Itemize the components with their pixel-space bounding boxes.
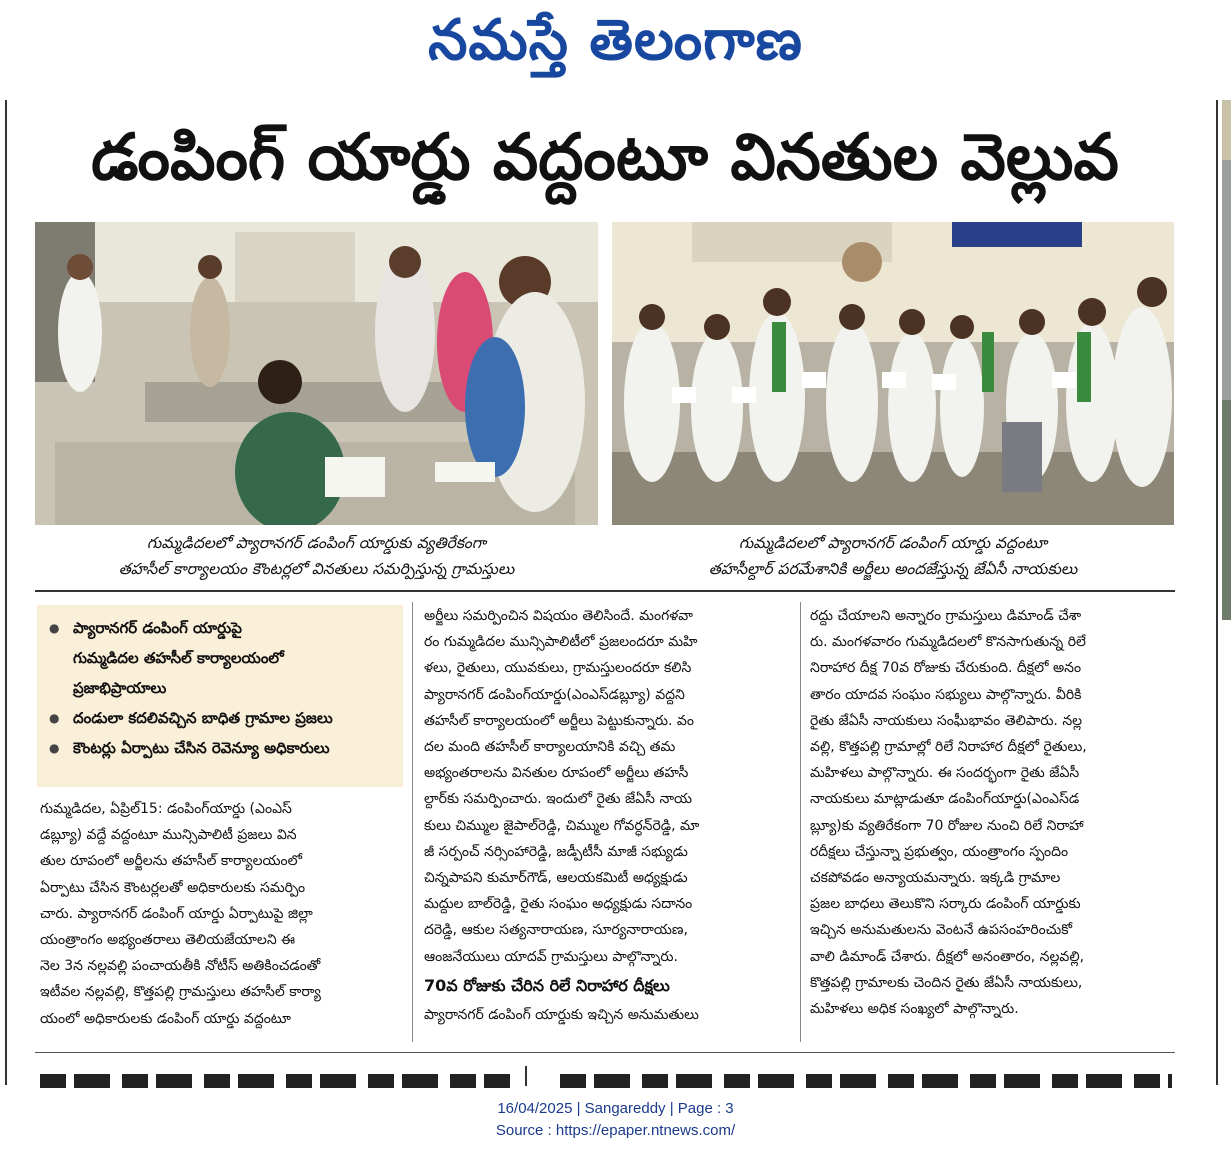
article-column-1 bbox=[40, 796, 402, 1032]
caption-left-line1: గుమ్మడిదలలో ప్యారానగర్ డంపింగ్ యార్డుకు వ్యతిరేకంగా bbox=[146, 534, 487, 552]
body-line: యంలో అధికారులకు డంపింగ్ యార్డు వద్దంటూ bbox=[40, 1010, 291, 1027]
body-line: మహిళలు పాల్గొన్నారు. ఈ సందర్భంగా రైతు జేఏసీ bbox=[810, 765, 1080, 782]
caption-right-line1: గుమ్మడిదలలో ప్యారానగర్ డంపింగ్ యార్డు వద్దంటూ bbox=[738, 534, 1048, 552]
body-line: రైతు జేఏసీ నాయకులు సంఘీభావం తెలిపారు. నల్ల bbox=[810, 712, 1083, 729]
body-line: ఇచ్చిన అనుమతులను వెంటనే ఉపసంహరించుకో bbox=[810, 922, 1073, 939]
body-line: బ్ల్యూ)కు వ్యతిరేకంగా 70 రోజుల నుంచి రిలే నిరాహా bbox=[810, 817, 1084, 834]
body-line: రం గుమ్మడిదల మున్సిపాలిటీలో ప్రజలందరూ మహి bbox=[424, 634, 698, 651]
body-line: నెల 3న నల్లవల్లి పంచాయతీకి నోటీస్ అతికించడంతో bbox=[40, 958, 321, 975]
body-line: కులు చిమ్ముల జైపాల్‌రెడ్డి, చిమ్ముల గోవర్ధన్‌రెడ్డి, మా bbox=[424, 817, 700, 834]
body-line: ఏర్పాటు చేసిన కౌంటర్లలతో అధికారులకు సమర్పిం bbox=[40, 879, 306, 896]
body-line: మద్దుల బాల్‌రెడ్డి, రైతు సంఘం అధ్యక్షుడు సదానం bbox=[424, 896, 693, 913]
article-headline: డంపింగ్ యార్డు వద్దంటూ వినతుల వెల్లువ bbox=[91, 121, 1119, 195]
highlight-item: ● ప్యారానగర్ డంపింగ్ యార్డుపై గుమ్మడిదల తహసీల్ కార్యాలయంలో ప్రజాభిప్రాయాలు bbox=[45, 613, 395, 703]
adjacent-page-photo-edge bbox=[1222, 100, 1231, 620]
photo-villagers-submitting-petitions bbox=[35, 222, 598, 525]
body-line: దరెడ్డి, ఆకుల సత్యనారాయణ, సూర్యనారాయణ, bbox=[424, 922, 688, 939]
body-line: ల్దార్‌కు సమర్పించారు. ఇందులో రైతు జేఏసీ నాయ bbox=[424, 791, 692, 808]
body-line: నాయకులు మాట్లాడుతూ డంపింగ్‌యార్డు(ఎంఎస్‌డ bbox=[810, 791, 1080, 808]
body-line: ఇటీవల నల్లవల్లి, కొత్తపల్లి గ్రామస్తులు తహసీల్ కార్యా bbox=[40, 984, 321, 1001]
body-line: ప్యారానగర్ డంపింగ్ యార్డుకు ఇచ్చిన అనుమతులు bbox=[424, 1006, 699, 1023]
body-line: రు. మంగళవారం గుమ్మడిదలలో కొనసాగుతున్న రిలే bbox=[810, 634, 1086, 651]
body-line: వాలి డిమాండ్ చేశారు. దీక్షలో అనంతారం, నల్లవల్లి, bbox=[810, 948, 1085, 965]
caption-right-line2: తహసీల్దార్ పరమేశానికి అర్జీలు అందజేస్తున్న జేఏసీ నాయకులు bbox=[708, 560, 1078, 578]
body-line: చారు. ప్యారానగర్ డంపింగ్ యార్డు ఏర్పాటుపై జిల్లా bbox=[40, 905, 313, 922]
page-left-border bbox=[5, 100, 7, 1085]
column-divider-1 bbox=[412, 602, 413, 1042]
body-line: రదీక్షలు చేస్తున్నా ప్రభుత్వం, యంత్రాంగం స్పందిం bbox=[810, 843, 1069, 860]
body-line: అర్జీలు సమర్పించిన విషయం తెలిసిందే. మంగళవా bbox=[424, 608, 693, 624]
body-line: తారం యాదవ సంఘం సభ్యులు పాల్గొన్నారు. వీరికి bbox=[810, 686, 1082, 703]
body-line: ప్యారానగర్ డంపింగ్‌యార్డు(ఎంఎస్‌డబ్ల్యూ) వద్దని bbox=[424, 686, 685, 703]
next-article-divider bbox=[525, 1066, 527, 1086]
body-line: అభ్యంతరాలను వినతుల రూపంలో అర్జీలు తహసీ bbox=[424, 765, 689, 782]
page-right-border bbox=[1216, 100, 1218, 1085]
newspaper-masthead: నమస్తే తెలంగాణ bbox=[428, 8, 803, 73]
article-bottom-divider bbox=[35, 1052, 1175, 1053]
highlight-item: ● దండులా కదలివచ్చిన బాధిత గ్రామాల ప్రజలు bbox=[45, 703, 395, 733]
body-line: ళలు, రైతులు, యువకులు, గ్రామస్తులందరూ కలిసి bbox=[424, 660, 692, 677]
page-footer bbox=[0, 1098, 1231, 1142]
article-column-3 bbox=[810, 603, 1175, 1022]
photo-jac-leaders-with-tahsildar bbox=[612, 222, 1174, 525]
article-subheading: 70వ రోజుకు చేరిన రిలే నిరాహార దీక్షలు bbox=[424, 975, 670, 995]
caption-divider bbox=[35, 590, 1175, 592]
highlight-item: ● కౌంటర్లు ఏర్పాటు చేసిన రెవెన్యూ అధికారులు bbox=[45, 733, 395, 763]
body-line: ఆంజనేయులు యాదవ్ గ్రామస్తులు పాల్గొన్నారు. bbox=[424, 948, 678, 965]
body-line: దల మంది తహసీల్ కార్యాలయానికి వచ్చి తమ bbox=[424, 739, 676, 756]
body-line: రద్దు చేయాలని అన్నారం గ్రామస్తులు డిమాండ్ చేశా bbox=[810, 608, 1082, 624]
body-line: కొత్తపల్లి గ్రామాలకు చెందిన రైతు జేఏసీ నాయకులు, bbox=[810, 974, 1083, 991]
body-line: డబ్ల్యూ) వద్దే వద్దంటూ మున్సిపాలిటీ ప్రజలు విన bbox=[40, 827, 297, 844]
footer-edition-info: 16/04/2025 | Sangareddy | Page : 3 bbox=[497, 1100, 734, 1117]
body-line: వల్లి, కొత్తపల్లి గ్రామాల్లో రిలే నిరాహార దీక్షలో రైతులు, bbox=[810, 739, 1087, 756]
next-article-headline-right-cutoff bbox=[560, 1074, 1172, 1088]
body-line: మహిళలు అధిక సంఖ్యలో పాల్గొన్నారు. bbox=[810, 1001, 1019, 1018]
caption-left-line2: తహసీల్ కార్యాలయం కౌంటర్లలో వినతులు సమర్పిస్తున్న గ్రామస్తులు bbox=[118, 560, 515, 578]
next-article-headline-left-cutoff bbox=[40, 1074, 510, 1088]
photo-caption-right bbox=[612, 530, 1174, 582]
body-line: తహసీల్ కార్యాలయంలో అర్జీలు పెట్టుకున్నారు. వం bbox=[424, 712, 694, 729]
body-line: ప్రజల బాధలు తెలుకొని సర్కారు డంపింగ్ యార్డుకు bbox=[810, 896, 1081, 913]
body-line: తుల రూపంలో అర్జీలను తహసీల్ కార్యాలయంలో bbox=[40, 853, 303, 870]
body-line: నిరాహార దీక్ష 70వ రోజుకు చేరుకుంది. దీక్షలో అనం bbox=[810, 660, 1082, 677]
footer-source-link[interactable]: Source : https://epaper.ntnews.com/ bbox=[495, 1122, 736, 1139]
article-column-2 bbox=[424, 603, 794, 1028]
body-line: గుమ్మడిదల, ఏప్రిల్15: డంపింగ్‌యార్డు (ఎంఎస్ bbox=[40, 801, 292, 817]
column-divider-2 bbox=[800, 602, 801, 1042]
body-line: యంత్రాంగం అభ్యంతరాలు తెలియజేయాలని ఈ bbox=[40, 932, 296, 949]
body-line: చిన్నపాపని కుమార్‌గౌడ్, ఆలయకమిటీ అధ్యక్షుడు bbox=[424, 870, 688, 887]
body-line: చకపోవడం అన్యాయమన్నారు. ఇక్కడి గ్రామాల bbox=[810, 870, 1061, 887]
highlights-box bbox=[37, 605, 403, 787]
body-line: జీ సర్పంచ్ నర్సింహారెడ్డి, జడ్పీటీసీ మాజీ సభ్యుడు bbox=[424, 843, 688, 860]
photo-caption-left bbox=[35, 530, 598, 582]
